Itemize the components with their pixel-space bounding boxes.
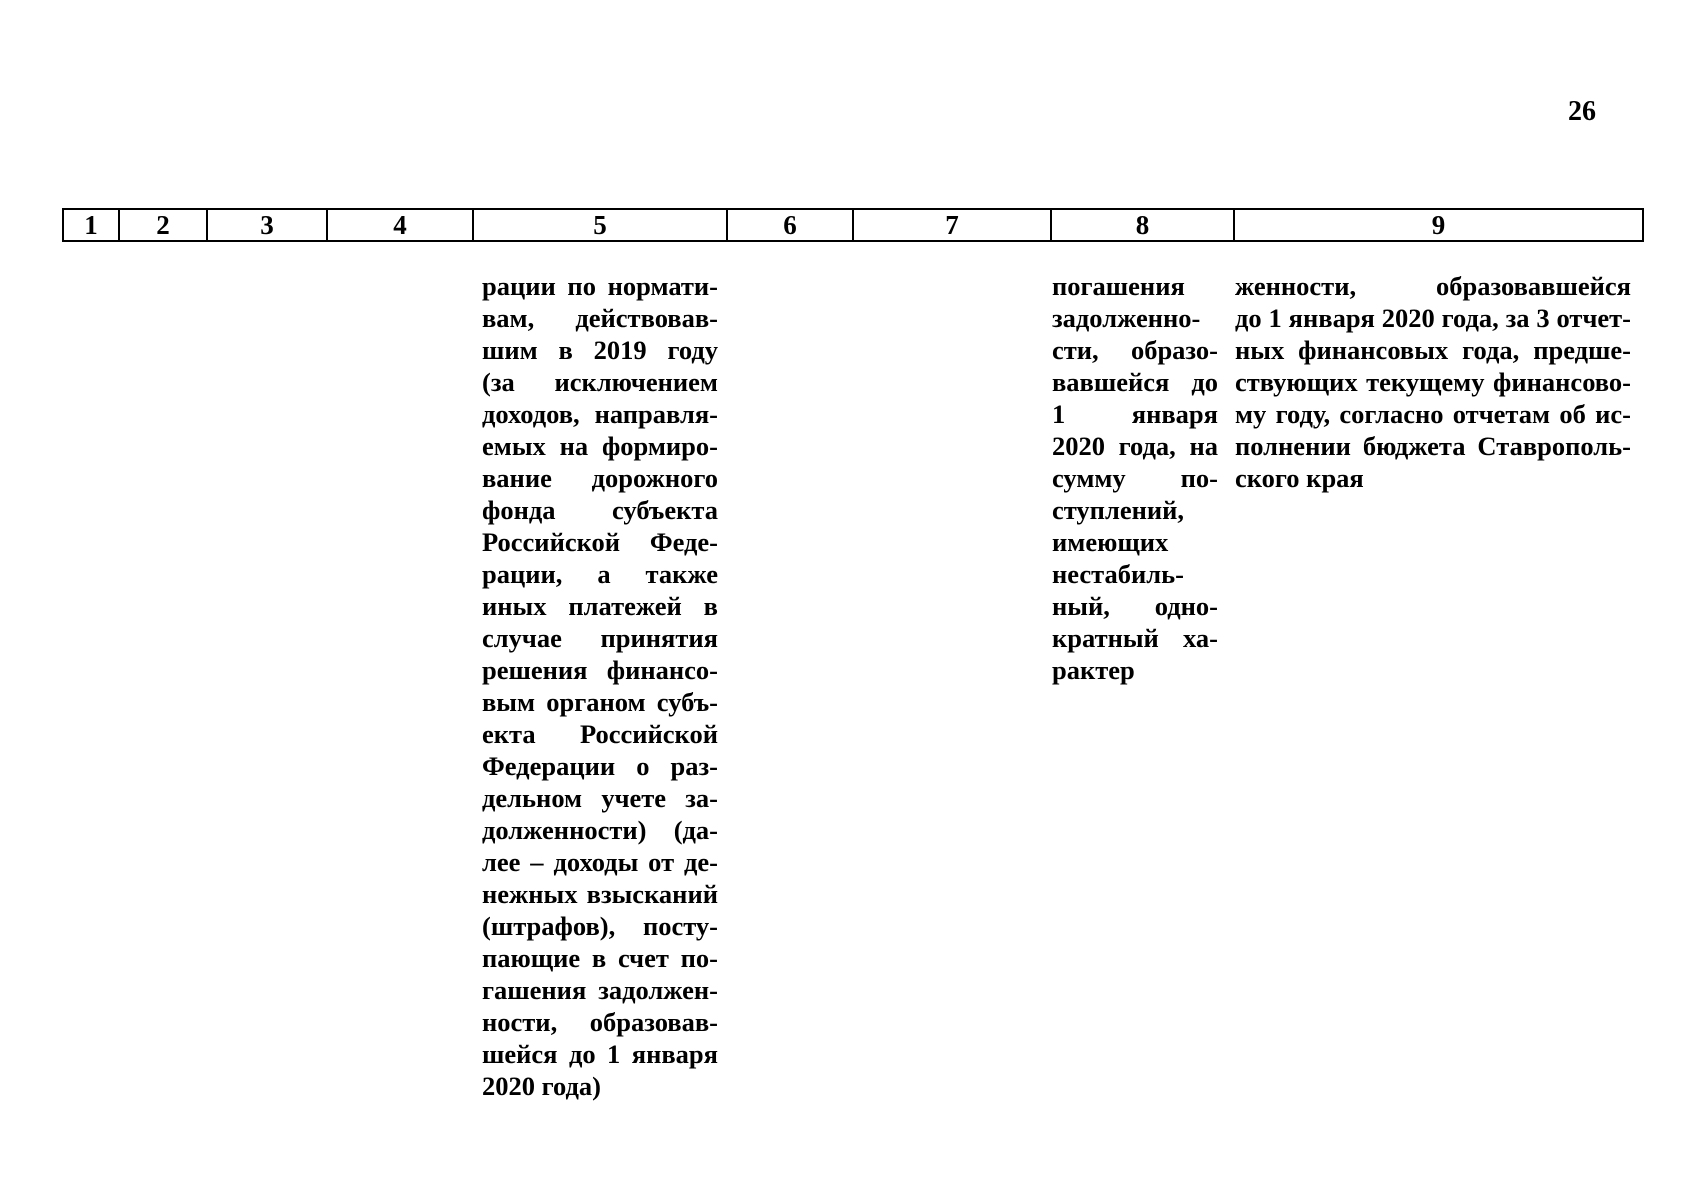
text-line: Российской Феде- bbox=[482, 527, 718, 557]
text-line: гашения задолжен- bbox=[482, 975, 718, 1005]
text-line: ных финансовых года, предше- bbox=[1235, 335, 1631, 365]
column-header-table bbox=[62, 208, 1644, 242]
text-line: фонда субъекта bbox=[482, 495, 718, 525]
text-line: шейся до 1 января bbox=[482, 1039, 718, 1069]
column-header-5: 5 bbox=[473, 209, 727, 241]
text-line: му году, согласно отчетам об ис- bbox=[1235, 399, 1631, 429]
text-line: вание дорожного bbox=[482, 463, 718, 493]
text-line: ского края bbox=[1235, 463, 1364, 493]
text-line: случае принятия bbox=[482, 623, 718, 653]
page-number: 26 bbox=[1568, 96, 1596, 127]
text-line: задолженно- bbox=[1052, 303, 1201, 333]
text-line: долженности) (да- bbox=[482, 815, 718, 845]
text-line: вым органом субъ- bbox=[482, 687, 718, 717]
text-line: вам, действовав- bbox=[482, 303, 718, 333]
text-line: иных платежей в bbox=[482, 591, 718, 621]
column-header-1: 1 bbox=[63, 209, 119, 241]
text-line: лее – доходы от де- bbox=[482, 847, 718, 877]
text-line: рактер bbox=[1052, 655, 1135, 685]
text-line: ности, образовав- bbox=[482, 1007, 718, 1037]
column-header-4: 4 bbox=[327, 209, 473, 241]
text-line: доходов, направля- bbox=[482, 399, 718, 429]
text-line: ствующих текущему финансово- bbox=[1235, 367, 1631, 397]
text-line: пающие в счет по- bbox=[482, 943, 718, 973]
text-line: ный, одно- bbox=[1052, 591, 1218, 621]
text-line: ступлений, bbox=[1052, 495, 1185, 525]
text-line: сти, образо- bbox=[1052, 335, 1218, 365]
text-line: погашения bbox=[1052, 271, 1185, 301]
text-line: рации, а также bbox=[482, 559, 718, 589]
text-line: до 1 января 2020 года, за 3 отчет- bbox=[1235, 303, 1631, 333]
column-9-text bbox=[1235, 270, 1631, 494]
text-line: вавшейся до bbox=[1052, 367, 1218, 397]
text-line: кратный ха- bbox=[1052, 623, 1218, 653]
text-line: дельном учете за- bbox=[482, 783, 718, 813]
column-header-row bbox=[63, 209, 1643, 241]
text-line: нежных взысканий bbox=[482, 879, 718, 909]
column-header-9: 9 bbox=[1234, 209, 1643, 241]
text-line: екта Российской bbox=[482, 719, 718, 749]
column-header-6: 6 bbox=[727, 209, 853, 241]
column-header-3: 3 bbox=[207, 209, 327, 241]
column-header-2: 2 bbox=[119, 209, 207, 241]
text-line: полнении бюджета Ставрополь- bbox=[1235, 431, 1631, 461]
text-line: 2020 года) bbox=[482, 1071, 601, 1101]
column-8-text bbox=[1052, 270, 1218, 686]
column-header-8: 8 bbox=[1051, 209, 1234, 241]
text-line: (штрафов), посту- bbox=[482, 911, 718, 941]
text-line: рации по нормати- bbox=[482, 271, 718, 301]
text-line: 1 января bbox=[1052, 399, 1218, 429]
text-line: имеющих bbox=[1052, 527, 1169, 557]
column-header-7: 7 bbox=[853, 209, 1051, 241]
text-line: нестабиль- bbox=[1052, 559, 1184, 589]
text-line: решения финансо- bbox=[482, 655, 718, 685]
text-line: сумму по- bbox=[1052, 463, 1218, 493]
text-line: шим в 2019 году bbox=[482, 335, 718, 365]
text-line: женности, образовавшейся bbox=[1235, 271, 1631, 301]
column-5-text bbox=[482, 270, 718, 1102]
text-line: 2020 года, на bbox=[1052, 431, 1218, 461]
text-line: Федерации о раз- bbox=[482, 751, 718, 781]
text-line: емых на формиро- bbox=[482, 431, 718, 461]
text-line: (за исключением bbox=[482, 367, 718, 397]
